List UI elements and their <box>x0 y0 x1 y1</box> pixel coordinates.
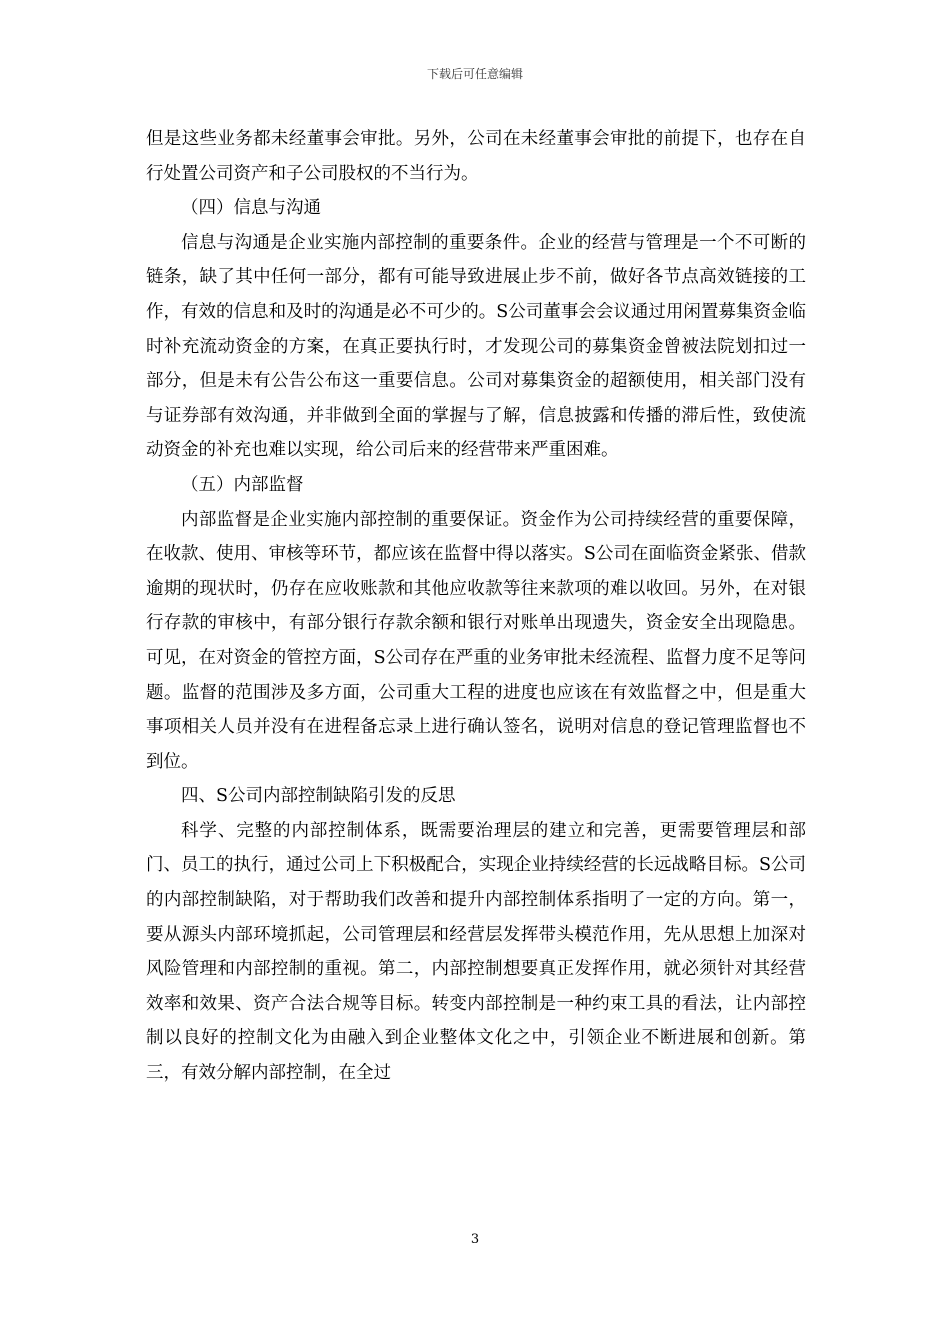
paragraph-internal-supervision: 内部监督是企业实施内部控制的重要保证。资金作为公司持续经营的重要保障，在收款、使用、审核等环节，都应该在监督中得以落实。S公司在面临资金紧张、借款逾期的现状时，仍存在应收账款和其他应收款等往来款项的难以收回。另外，在对银行存款的审核中，有部分银行存款余额和银行对账单出现遗失，资金安全出现隐患。可见，在对资金的管控方面，S公司存在严重的业务审批未经流程、监督力度不足等问题。监督的范围涉及多方面，公司重大工程的进度也应该在有效监督之中，但是重大事项相关人员并没有在进程备忘录上进行确认签名，说明对信息的登记管理监督也不到位。 <box>146 509 806 772</box>
page-number: 3 <box>470 1232 480 1247</box>
paragraph-continuation: 但是这些业务都未经董事会审批。另外，公司在未经董事会审批的前提下，也存在自行处置公司资产和子公司股权的不当行为。 <box>146 129 806 184</box>
page-header: 下载后可任意编辑 <box>426 67 523 81</box>
paragraph-reflection: 科学、完整的内部控制体系，既需要治理层的建立和完善，更需要管理层和部门、员工的执行，通过公司上下积极配合，实现企业持续经营的长远战略目标。S公司的内部控制缺陷，对于帮助我们改善和提升内部控制体系指明了一定的方向。第一，要从源头内部环境抓起，公司管理层和经营层发挥带头模范作用，先从思想上加深对风险管理和内部控制的重视。第二，内部控制想要真正发挥作用，就必须针对其经营效率和效果、资产合法合规等目标。转变内部控制是一种约束工具的看法，让内部控制以良好的控制文化为由融入到企业整体文化之中，引领企业不断进展和创新。第三，有效分解内部控制，在全过 <box>146 820 806 1084</box>
section-heading-reflection: 四、S公司内部控制缺陷引发的反思 <box>181 786 456 807</box>
section-heading-internal-supervision: （五）内部监督 <box>181 474 304 495</box>
paragraph-information-communication: 信息与沟通是企业实施内部控制的重要条件。企业的经营与管理是一个不可断的链条，缺了其中任何一部分，都有可能导致进展止步不前，做好各节点高效链接的工作，有效的信息和及时的沟通是必不可少的。S公司董事会会议通过用闲置募集资金临时补充流动资金的方案，在真正要执行时，才发现公司的募集资金曾被法院划扣过一部分，但是未有公告公布这一重要信息。公司对募集资金的超额使用，相关部门没有与证券部有效沟通，并非做到全面的掌握与了解，信息披露和传播的滞后性，致使流动资金的补充也难以实现，给公司后来的经营带来严重困难。 <box>146 232 806 461</box>
section-heading-information-communication: （四）信息与沟通 <box>181 198 321 219</box>
document-body <box>146 122 806 1091</box>
